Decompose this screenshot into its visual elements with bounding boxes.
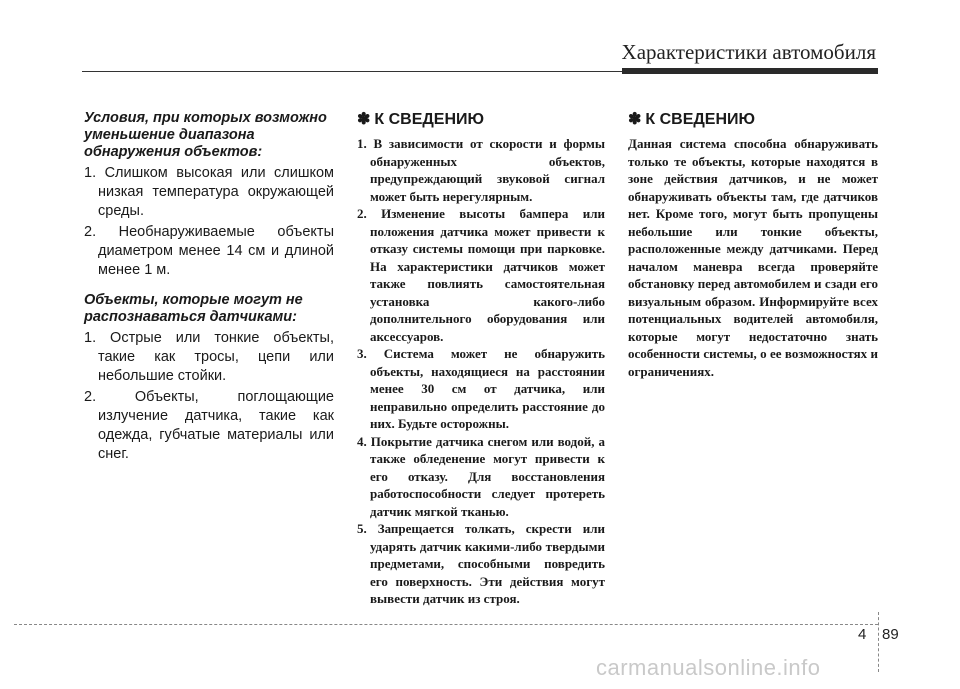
list-item: 2. Изменение высоты бампера или положения датчика может привести к отказу системы помощи при парковке. На характеристики датчиков может также повлиять самостоятельная установка какого-либо дополнительного оборудования или аксессуаров.: [357, 206, 605, 344]
list-item: 1. Острые или тонкие объекты, такие как тросы, цепи или небольшие стойки.: [84, 330, 334, 384]
list-item: 2. Необнаруживаемые объекты диаметром менее 14 см и длиной менее 1 м.: [84, 224, 334, 278]
watermark: carmanualsonline.info: [596, 655, 821, 680]
list-item: 2. Объекты, поглощающие излучение датчика, такие как одежда, губчатые материалы или снег.: [84, 389, 334, 462]
asterisk-icon: ✽: [357, 111, 371, 128]
note-list: [357, 135, 605, 608]
header-rule-thin: [82, 71, 622, 72]
middle-column: [357, 110, 605, 608]
page-number: 89: [882, 626, 899, 643]
footer-divider: [878, 612, 879, 672]
detection-range-heading: Условия, при которых возможно уменьшение диапазона обнаружения объектов:: [84, 110, 327, 160]
chapter-number: 4: [858, 626, 867, 643]
note-paragraph: Данная система способна обнаруживать только те объекты, которые находятся в зоне действия датчиков, и не может обнаруживать объекты там, где датчиков нет. Кроме того, могут быть пропущены небольшие или тонкие объекты, расположенные между датчиками. Перед началом маневра всегда проверяйте обстановку перед автомобилем и сзади его визуальным образом. Информируйте всех потенциальных водителей автомобиля, которые могут недостаточно знать особенности системы, о ее возможностях и ограничениях.: [628, 136, 878, 379]
right-column: [628, 110, 878, 380]
note-heading: [357, 110, 605, 130]
header-title: Характеристики автомобиля: [621, 40, 876, 64]
undetected-objects-list: [84, 329, 334, 464]
footer-rule: [14, 624, 878, 625]
detection-range-list: [84, 164, 334, 280]
undetected-objects-heading: Объекты, которые могут не распознаваться датчиками:: [84, 292, 303, 325]
note-title: К СВЕДЕНИЮ: [374, 111, 485, 128]
note-title: К СВЕДЕНИЮ: [645, 111, 756, 128]
list-item: 3. Система может не обнаружить объекты, находящиеся на расстоянии менее 30 см от датчика, или неправильно определить расстояние до них. Будьте осторожны.: [357, 346, 605, 431]
list-item: 1. В зависимости от скорости и формы обнаруженных объектов, предупреждающий звуковой сигнал может быть нерегулярным.: [357, 136, 605, 204]
header-rule-thick: [622, 68, 878, 74]
list-item: 4. Покрытие датчика снегом или водой, а также обледенение могут привести к его отказу. Для восстановления работоспособности следует протереть датчик мягкой тканью.: [357, 433, 605, 519]
asterisk-icon: ✽: [628, 111, 642, 128]
left-column: [84, 110, 334, 466]
list-item: 5. Запрещается толкать, скрести или ударять датчик какими-либо твердыми предметами, способными повредить его поверхность. Эти действия могут вывести датчик из строя.: [357, 521, 605, 606]
list-item: 1. Слишком высокая или слишком низкая температура окружающей среды.: [84, 165, 334, 219]
note-heading: [628, 110, 878, 130]
